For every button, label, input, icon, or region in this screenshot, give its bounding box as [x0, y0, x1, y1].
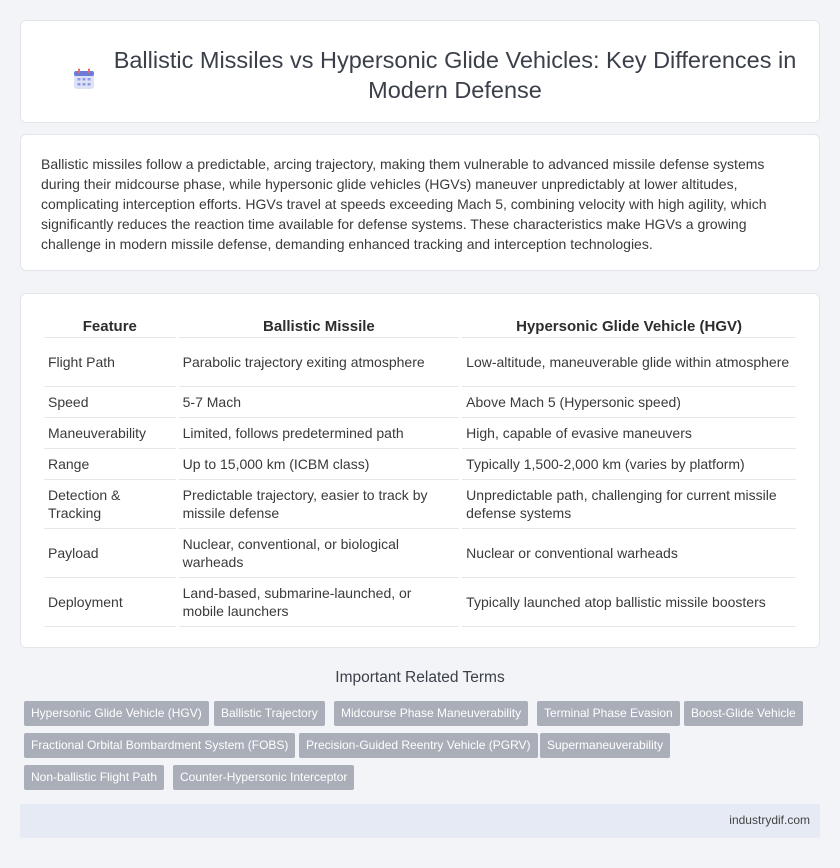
row-ballistic: Land-based, submarine-launched, or mobile launchers [179, 578, 460, 627]
comparison-card [20, 293, 820, 648]
table-row [44, 529, 796, 578]
table-row [44, 338, 796, 387]
table-row [44, 418, 796, 449]
row-ballistic: Up to 15,000 km (ICBM class) [179, 449, 460, 480]
row-ballistic: Parabolic trajectory exiting atmosphere [179, 338, 460, 387]
related-term-tag[interactable]: Ballistic Trajectory [214, 701, 325, 726]
related-term-tag[interactable]: Midcourse Phase Maneuverability [334, 701, 528, 726]
row-feature: Flight Path [44, 338, 176, 387]
row-feature: Speed [44, 387, 176, 418]
row-feature: Detection & Tracking [44, 480, 176, 529]
row-ballistic: Nuclear, conventional, or biological warheads [179, 529, 460, 578]
header-ballistic: Ballistic Missile [179, 314, 460, 338]
table-row [44, 480, 796, 529]
header-hgv: Hypersonic Glide Vehicle (HGV) [462, 314, 796, 338]
row-hgv: Above Mach 5 (Hypersonic speed) [462, 387, 796, 418]
intro-paragraph: Ballistic missiles follow a predictable, arcing trajectory, making them vulnerable to advanced missile defense systems during their midcourse phase, while hypersonic glide vehicles (HGVs) maneuver unpredictably at lower altitudes, complicating interception efforts. HGVs travel at speeds exceeding Mach 5, combining velocity with high agility, which significantly reduces the reaction time available for defense systems. These characteristics make HGVs a growing challenge in modern missile defense, demanding enhanced tracking and interception technologies. [41, 156, 767, 252]
related-term-tag[interactable]: Boost-Glide Vehicle [684, 701, 803, 726]
footer [20, 804, 820, 838]
row-feature: Payload [44, 529, 176, 578]
header-feature: Feature [44, 314, 176, 338]
footer-site-link[interactable]: industrydif.com [729, 813, 810, 827]
related-term-tag[interactable]: Supermaneuverability [540, 733, 670, 758]
related-term-tag[interactable]: Counter-Hypersonic Interceptor [173, 765, 354, 790]
row-feature: Range [44, 449, 176, 480]
row-hgv: Typically launched atop ballistic missile boosters [462, 578, 796, 627]
row-hgv: High, capable of evasive maneuvers [462, 418, 796, 449]
related-terms-heading: Important Related Terms [335, 669, 505, 686]
table-row [44, 578, 796, 627]
row-hgv: Low-altitude, maneuverable glide within atmosphere [462, 338, 796, 387]
related-term-tag[interactable]: Fractional Orbital Bombardment System (FOBS) [24, 733, 295, 758]
title-card [20, 20, 820, 123]
related-term-tag[interactable]: Hypersonic Glide Vehicle (HGV) [24, 701, 209, 726]
related-term-tag[interactable]: Terminal Phase Evasion [537, 701, 680, 726]
row-feature: Deployment [44, 578, 176, 627]
row-ballistic: 5-7 Mach [179, 387, 460, 418]
table-row [44, 387, 796, 418]
intro-card [20, 134, 820, 271]
row-ballistic: Limited, follows predetermined path [179, 418, 460, 449]
row-hgv: Unpredictable path, challenging for current missile defense systems [462, 480, 796, 529]
comparison-table [41, 314, 799, 627]
table-row [44, 449, 796, 480]
row-hgv: Nuclear or conventional warheads [462, 529, 796, 578]
table-header-row [44, 314, 796, 338]
related-term-tag[interactable]: Non-ballistic Flight Path [24, 765, 164, 790]
related-term-tag[interactable]: Precision-Guided Reentry Vehicle (PGRV) [299, 733, 538, 758]
row-feature: Maneuverability [44, 418, 176, 449]
row-ballistic: Predictable trajectory, easier to track by missile defense [179, 480, 460, 529]
page-title: Ballistic Missiles vs Hypersonic Glide Vehicles: Key Differences in Modern Defense [113, 47, 797, 103]
row-hgv: Typically 1,500-2,000 km (varies by platform) [462, 449, 796, 480]
